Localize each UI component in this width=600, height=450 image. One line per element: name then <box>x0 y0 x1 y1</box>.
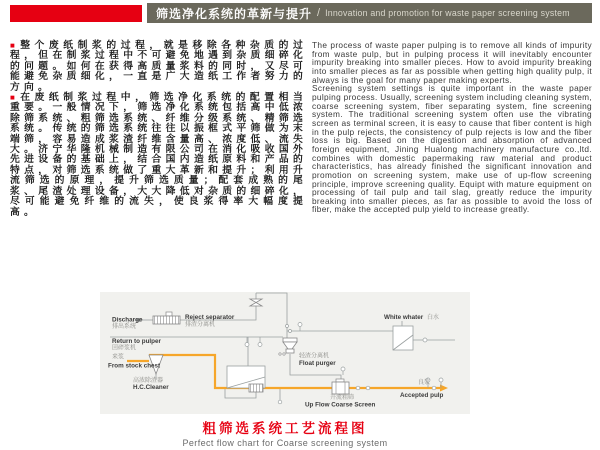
zh-paragraph-2-text: 在废纸制浆过程中，筛选净化系统的配置相当重要。一般情况下，筛选净化系统包括高中低浓除筛系统、粗筛选系统、纤维分级系统、精筛选系统。传统的筛选系统往往以振框式平筛做为末端筛，容易造成浆渣纤维含量高、浓度低、流失大。济宁华隆机械制造有限公司在消化吸收国外先进设备的基础上，结合国内造纸原料和产品的特点，对筛选系统做了重大革新和提升；利用升流筛选的原理，提升筛选质量；配套成熟的尾浆、尾渣处理设备，大大降低对杂质的细碎化，尽可能避免纤维的流失，使良浆得率大幅度提高。 <box>10 92 307 218</box>
upflow-label-en: Up Flow Coarse Screen <box>305 401 376 409</box>
title-separator: / <box>317 7 321 19</box>
page-title-zh: 筛选净化系统的革新与提升 <box>156 6 313 21</box>
zh-paragraph-1-text: 整个废纸制浆的过程，就是移除各种杂质的过程，但在制浆过程中不可避免地遇到杂质细碎化的问题。如何在获得高质量浆料的同时，又尽可能避免杂质细化，一直是广大造纸工作者努力的方向。 <box>10 40 307 93</box>
zh-paragraph-1 <box>10 41 307 93</box>
header-title-bar <box>147 3 592 23</box>
discharge-label-en: Discharge <box>112 316 143 324</box>
white-water-label-en: White whater <box>384 314 424 321</box>
red-square-bullet: ■ <box>10 41 16 50</box>
zh-paragraph-2 <box>10 93 307 218</box>
en-paragraph-1: The process of waste paper pulping is to remove all kinds of impurity from waste pulp, but in pulping process it will inevitably encounter impurity breaking into smaller pieces. How to avoid impurity breaking into smaller pieces as far as possible when getting high quality pulp, it always is the goal for many paper making experts. <box>312 40 592 85</box>
discharge-label-zh: 排出系统 <box>112 324 137 330</box>
caption-en: Perfect flow chart for Coarse screening system <box>182 438 388 448</box>
float-purger-label-zh: 轻渣分离机 <box>299 353 330 360</box>
hc-cleaner-label-zh: 高浓除渣器 <box>133 378 164 384</box>
upflow-label-zh: 升流粗筛 <box>330 395 355 401</box>
red-square-bullet: ■ <box>10 93 16 103</box>
accepted-pulp-label-zh: 良浆 <box>418 380 431 386</box>
return-to-pulper-label-en: Return to pulper <box>112 338 161 345</box>
header-red-block <box>10 5 142 22</box>
white-water-chest <box>393 326 413 350</box>
stock-chest-label-en: From stock chest <box>108 362 161 370</box>
reject-separator-label-zh: 排渣分离机 <box>185 322 216 328</box>
chinese-text-column <box>10 41 307 218</box>
en-paragraph-2: Screening system settings is quite important in the waste paper pulping process. Usually, screening system including cleaning system, coarse screening system, fiber separating system, fine screening system. The traditional screening system often use the vibrating screen as terminal screen, it is easy to cause that fiber content is high in the pulp rejects, the consistency of pulp rejects is low and the fiber loss is big. Based on the digestion and absorption of advanced foreign equipment, Jining Hualong machinery manufacture co.,ltd. combines with domestic papermaking raw material and product characteristics, has already finished the significant innovation and promotion on screening system, make use of up-flow screening principle, improve screening quality. Equipt with mature equipment on processing of tail pulp and tail slag, greatly reduce the impurity breaking into smaller pieces, as far as possible to avoid the loss of fiber, make the accepted pulp yield to increase greatly. <box>312 83 592 215</box>
coarse-screening-flowchart <box>0 288 600 418</box>
white-water-label-zh: 白水 <box>427 315 440 321</box>
float-purger-label-en: Float purger <box>299 360 336 367</box>
english-text-column <box>312 41 592 214</box>
accepted-pulp-label-en: Accepted pulp <box>400 392 444 399</box>
reject-separator-label-en: Reject separator <box>185 314 235 321</box>
page-title-en: Innovation and promotion for waste paper screening system <box>325 8 570 18</box>
inline-pump-icon <box>249 384 263 392</box>
stock-chest-label-zh: 来浆 <box>112 354 125 361</box>
figure-caption <box>60 417 510 448</box>
return-to-pulper-label-zh: 回碎浆机 <box>112 345 137 352</box>
caption-zh: 粗筛选系统工艺流程图 <box>202 421 368 436</box>
hc-cleaner-label-en: H.C.Cleaner <box>133 384 169 391</box>
